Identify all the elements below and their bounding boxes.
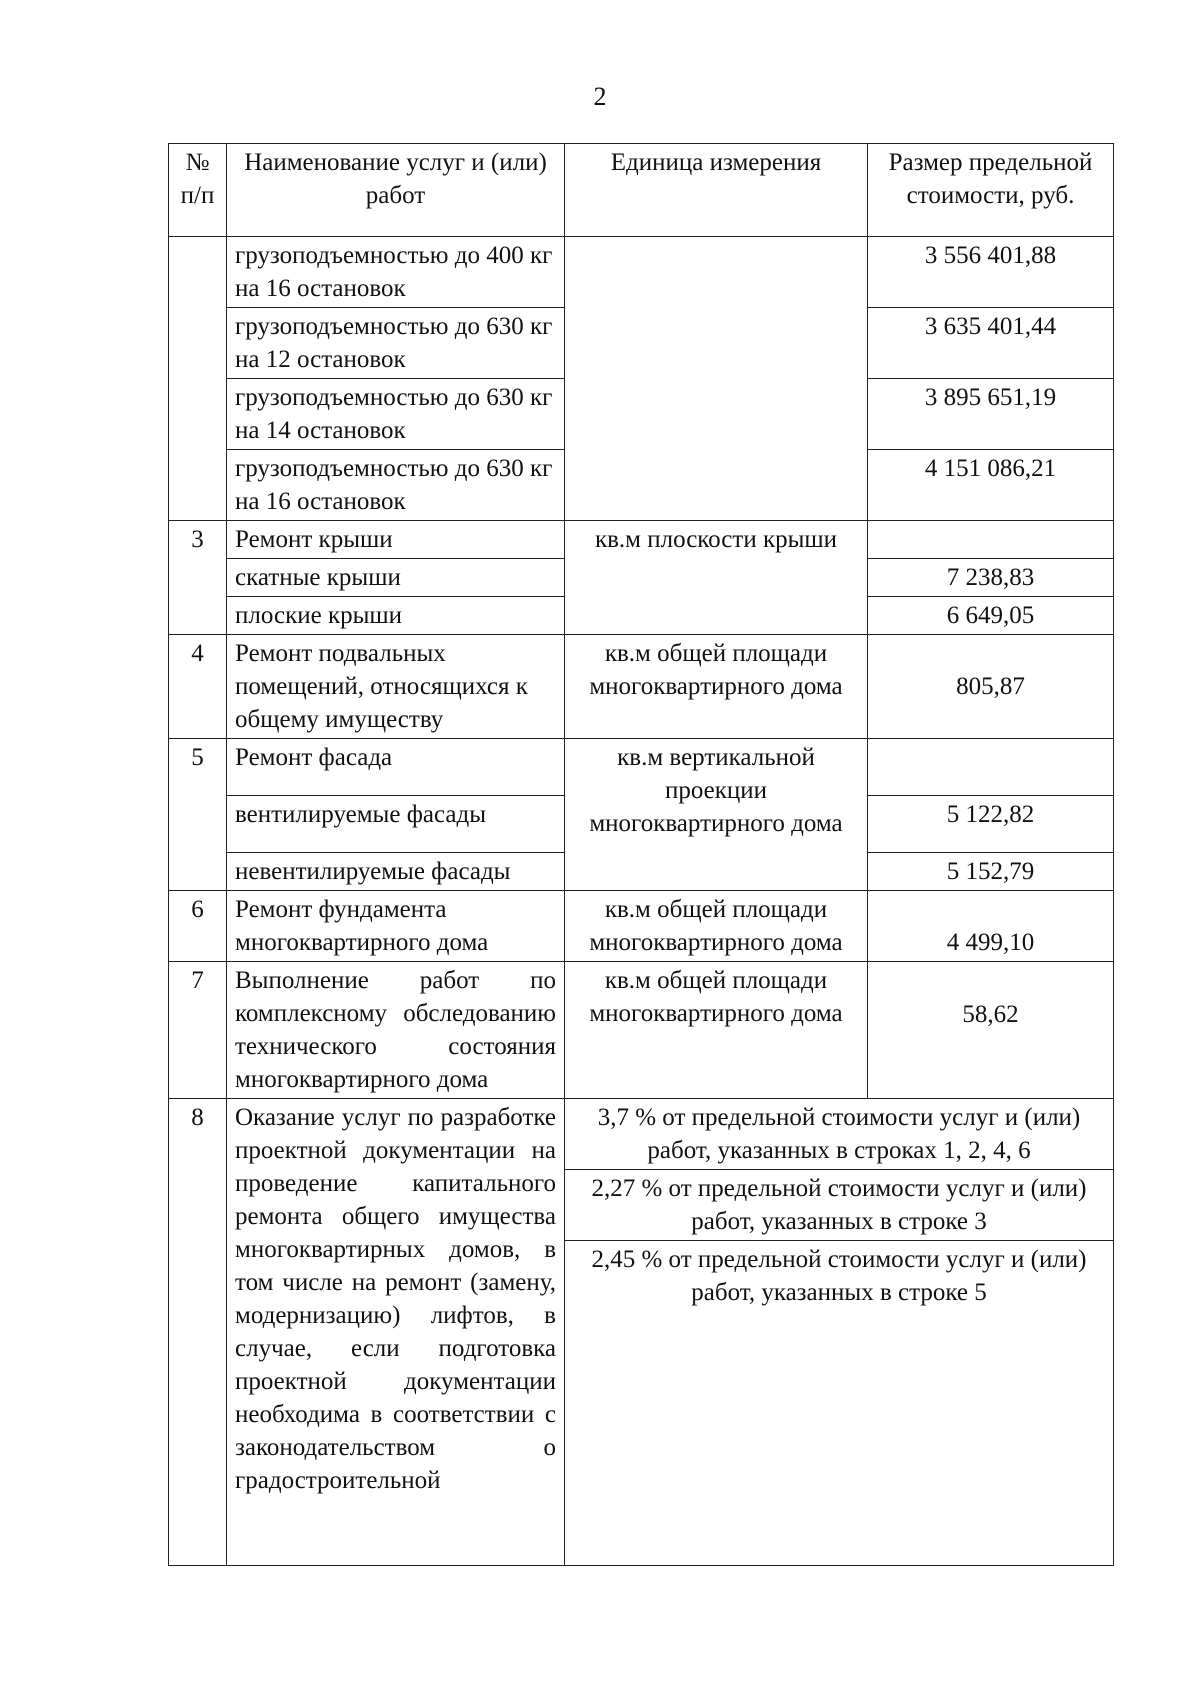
- row3-sub1-name: скатные крыши: [227, 559, 565, 597]
- row6-price: 4 499,10: [868, 891, 1114, 962]
- table-row: [169, 891, 1114, 962]
- row7-unit: кв.м общей площади многоквартирного дома: [565, 962, 868, 1099]
- table-header-row: [169, 144, 1114, 237]
- lift-name-1: грузоподъемностью до 400 кг на 16 остановок: [227, 237, 565, 308]
- row3-num: 3: [169, 521, 227, 635]
- row5-num: 5: [169, 739, 227, 891]
- row5-sub2-price: 5 152,79: [868, 853, 1114, 891]
- header-unit: Единица измерения: [565, 144, 868, 237]
- row5-price-empty: [868, 739, 1114, 796]
- lift-price-1: 3 556 401,88: [868, 237, 1114, 308]
- row7-name: Выполнение работ по комплексному обследованию технического состояния многоквартирного дома: [227, 962, 565, 1099]
- header-price: Размер предельной стоимости, руб.: [868, 144, 1114, 237]
- row7-price: 58,62: [868, 962, 1114, 1099]
- page-number: 2: [593, 82, 607, 111]
- header-name: Наименование услуг и (или) работ: [227, 144, 565, 237]
- row3-sub2-name: плоские крыши: [227, 597, 565, 635]
- row8-pct-2: 2,27 % от предельной стоимости услуг и (или) работ, указанных в строке 3: [565, 1170, 1114, 1241]
- price-table: [168, 143, 1114, 1566]
- row5-sub1-price: 5 122,82: [868, 796, 1114, 853]
- row8-name: Оказание услуг по разработке проектной документации на проведение капитального ремонта общего имущества многоквартирных домов, в том числе на ремонт (замену, модернизацию) лифтов, в случае, если подготовка проектной документации необходима в соответствии с законодательством о градостроительной: [227, 1099, 565, 1566]
- lift-price-3: 3 895 651,19: [868, 379, 1114, 450]
- row5-unit: кв.м вертикальной проекции многоквартирного дома: [565, 739, 868, 891]
- row4-price: 805,87: [868, 635, 1114, 739]
- row4-unit: кв.м общей площади многоквартирного дома: [565, 635, 868, 739]
- table-row: [169, 962, 1114, 1099]
- row5-sub2-name: невентилируемые фасады: [227, 853, 565, 891]
- table-row: [169, 635, 1114, 739]
- table-row: [169, 521, 1114, 559]
- lift-price-2: 3 635 401,44: [868, 308, 1114, 379]
- row6-name: Ремонт фундамента многоквартирного дома: [227, 891, 565, 962]
- row3-price-empty: [868, 521, 1114, 559]
- table-row: [169, 237, 1114, 308]
- lift-price-4: 4 151 086,21: [868, 450, 1114, 521]
- row3-unit: кв.м плоскости крыши: [565, 521, 868, 635]
- table-row: [169, 1099, 1114, 1170]
- lift-name-2: грузоподъемностью до 630 кг на 12 остановок: [227, 308, 565, 379]
- row8-pct-1: 3,7 % от предельной стоимости услуг и (или) работ, указанных в строках 1, 2, 4, 6: [565, 1099, 1114, 1170]
- row3-name: Ремонт крыши: [227, 521, 565, 559]
- row7-num: 7: [169, 962, 227, 1099]
- row5-name: Ремонт фасада: [227, 739, 565, 796]
- lift-name-4: грузоподъемностью до 630 кг на 16 остановок: [227, 450, 565, 521]
- unit-cell-empty: [565, 237, 868, 521]
- header-num: № п/п: [169, 144, 227, 237]
- row5-sub1-name: вентилируемые фасады: [227, 796, 565, 853]
- num-cell-empty: [169, 237, 227, 521]
- lift-name-3: грузоподъемностью до 630 кг на 14 остановок: [227, 379, 565, 450]
- table-row: [169, 739, 1114, 796]
- row8-num: 8: [169, 1099, 227, 1566]
- row6-unit: кв.м общей площади многоквартирного дома: [565, 891, 868, 962]
- row6-num: 6: [169, 891, 227, 962]
- row3-sub1-price: 7 238,83: [868, 559, 1114, 597]
- row8-pct-3: 2,45 % от предельной стоимости услуг и (или) работ, указанных в строке 5: [565, 1241, 1114, 1566]
- row4-name: Ремонт подвальных помещений, относящихся к общему имуществу: [227, 635, 565, 739]
- row3-sub2-price: 6 649,05: [868, 597, 1114, 635]
- row4-num: 4: [169, 635, 227, 739]
